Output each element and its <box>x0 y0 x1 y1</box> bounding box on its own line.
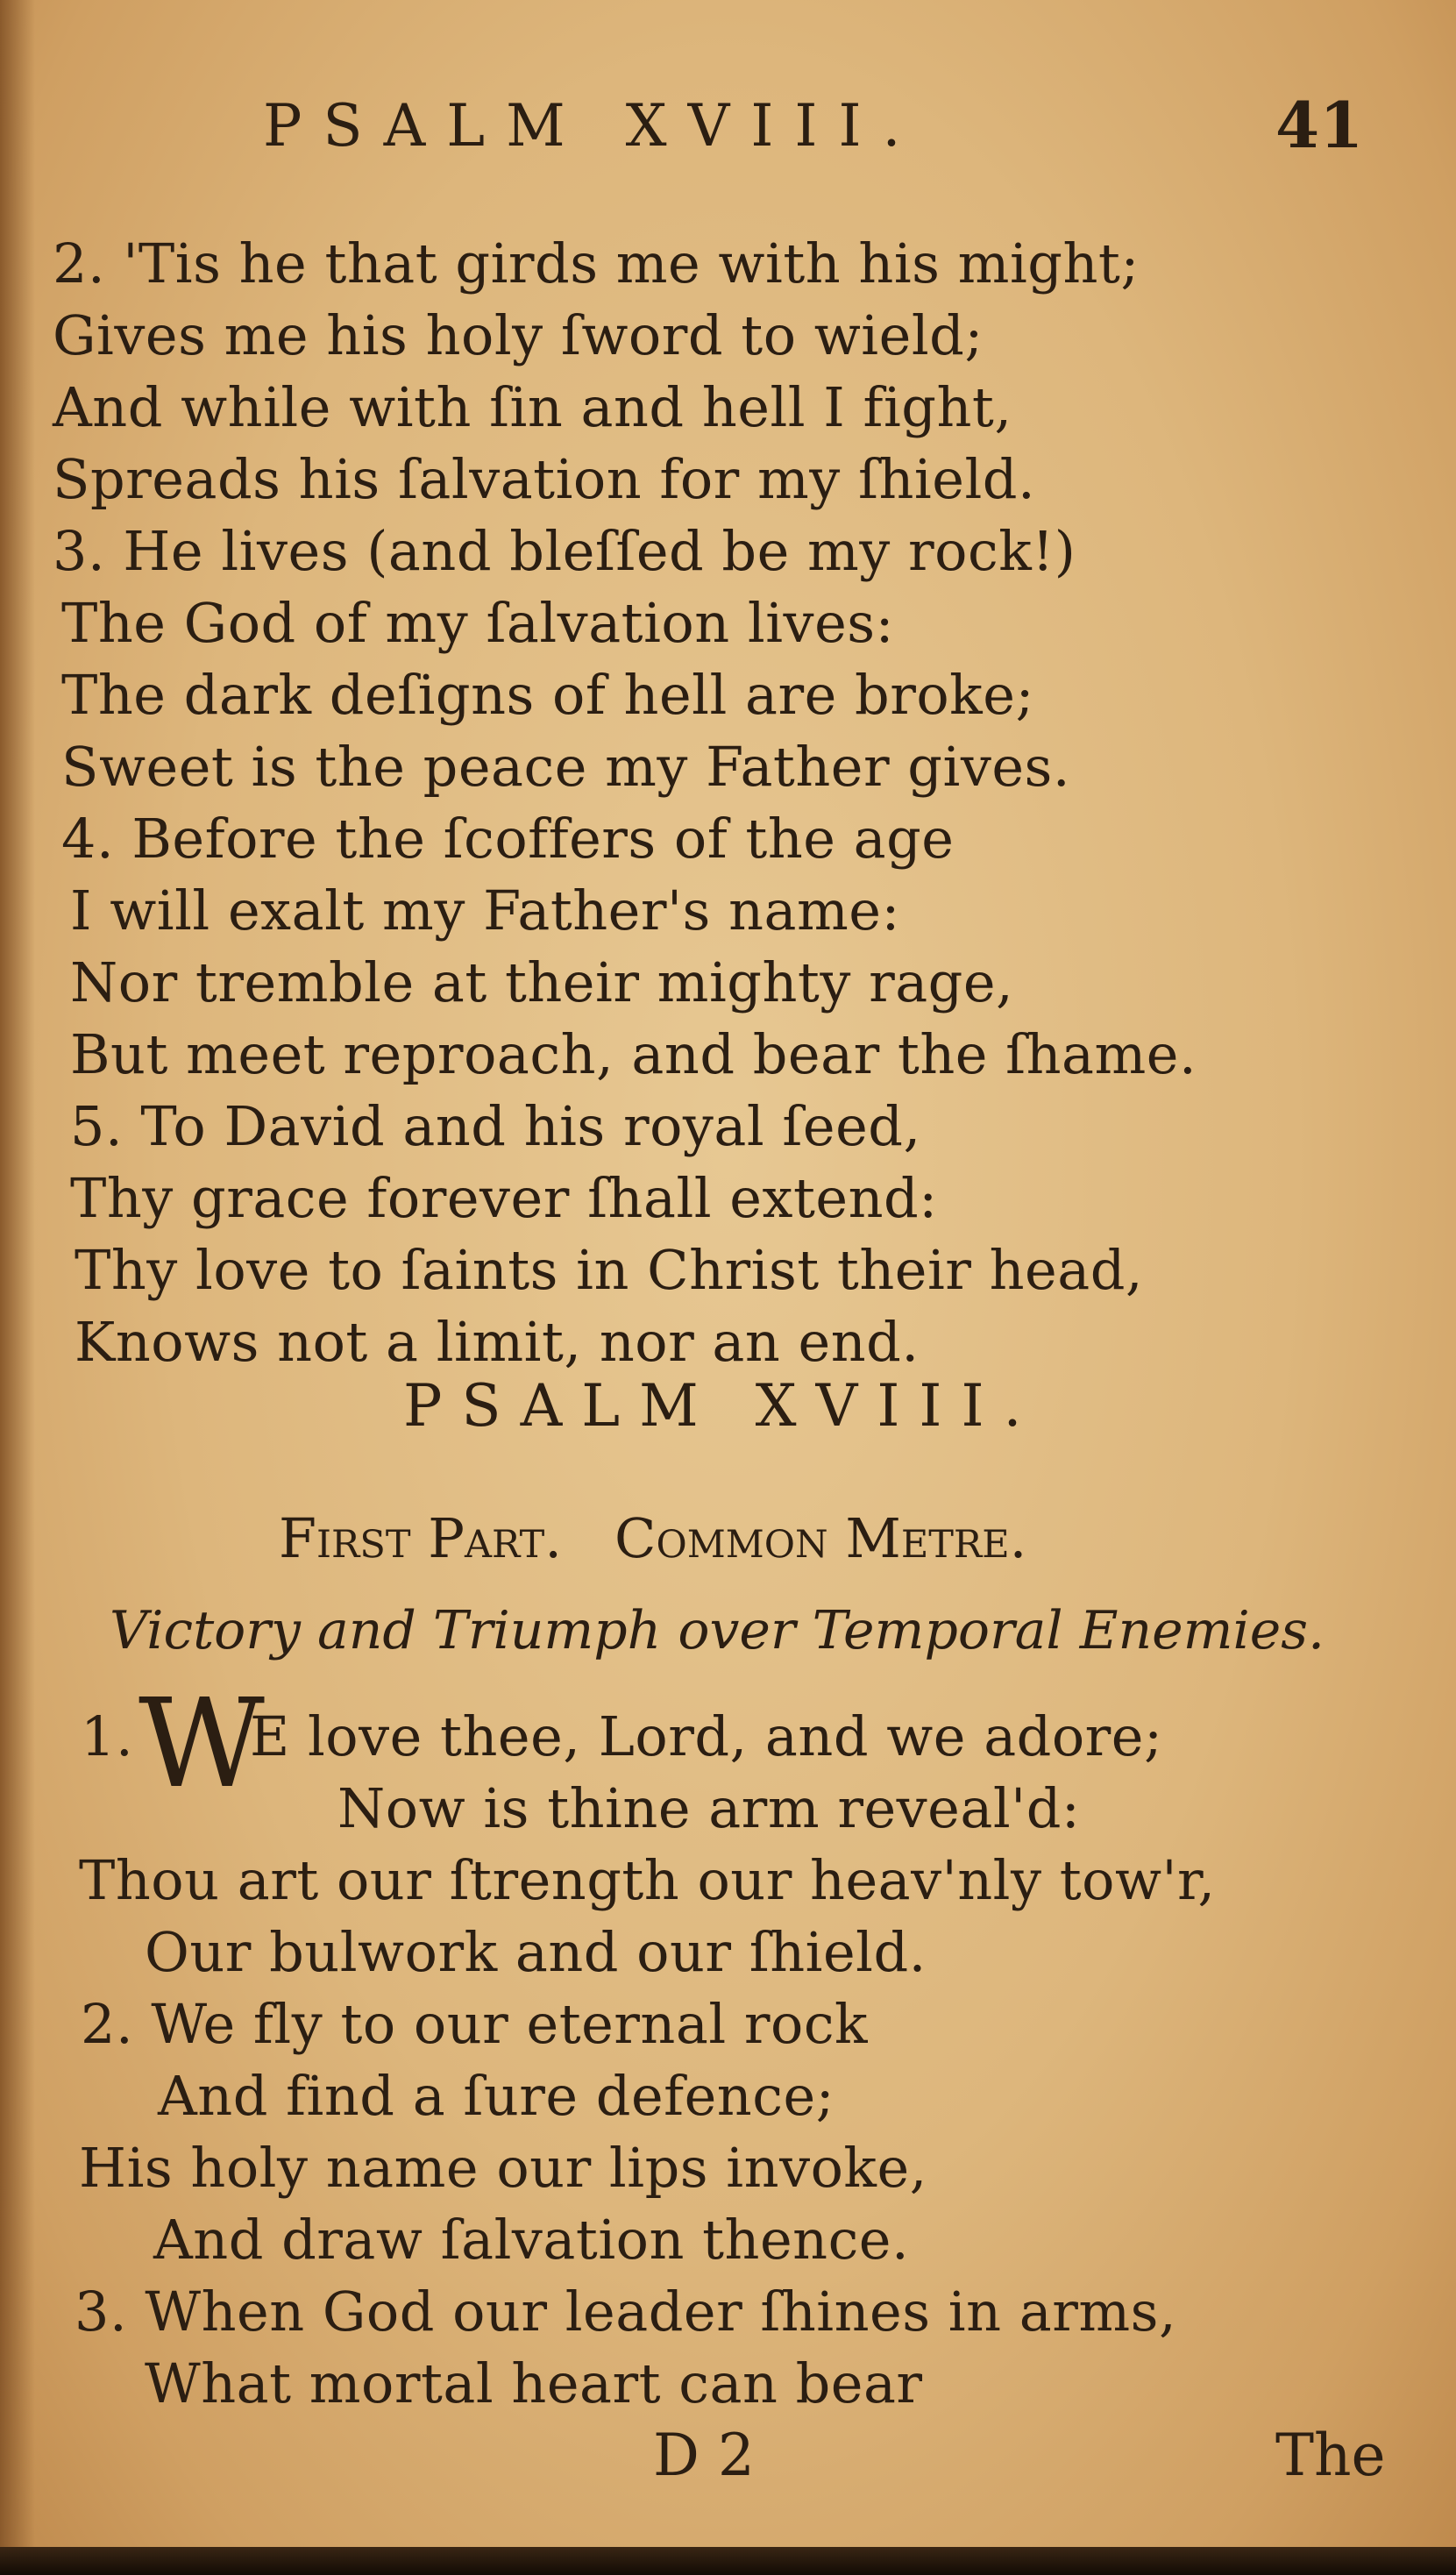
verse-line: I will exalt my Father's name: <box>70 878 900 943</box>
verse-line: Thy love to ſaints in Christ their head, <box>75 1238 1144 1302</box>
verse-line: 3. He lives (and bleſſed be my rock!) <box>53 519 1076 583</box>
verse-line: The dark deſigns of hell are broke; <box>61 663 1034 727</box>
verse-line: Our bulwork and our ſhield. <box>145 1920 927 1984</box>
verse-line: Thy grace forever ſhall extend: <box>70 1166 938 1230</box>
verse-line: 2. 'Tis he that girds me with his might; <box>53 231 1140 295</box>
verse-line: Thou art our ſtrength our heav'nly tow'r, <box>79 1848 1216 1912</box>
verse-line: The God of my ſalvation lives: <box>61 591 894 655</box>
verse-line: Nor tremble at their mighty rage, <box>70 950 1014 1014</box>
metre-label: Common Metre. <box>614 1506 1027 1570</box>
verse-line: Knows not a limit, nor an end. <box>75 1310 920 1374</box>
verse-line: What mortal heart can bear <box>145 2351 923 2415</box>
verse-line: Spreads his ſalvation for my ſhield. <box>53 447 1036 511</box>
verse-number: 1. <box>81 1704 134 1768</box>
page-number: 41 <box>1275 88 1364 162</box>
verse-line: And draw ſalvation thence. <box>153 2208 910 2272</box>
verse-line: 3. When God our leader ſhines in arms, <box>75 2280 1177 2344</box>
scan-edge <box>0 2547 1456 2575</box>
psalm-subtitle <box>279 1506 1026 1570</box>
verse-line: Sweet is the peace my Father gives. <box>61 735 1071 799</box>
verse-line: 4. Before the ſcoffers of the age <box>61 807 955 871</box>
verse-line: And while with ſin and hell I fight, <box>53 375 1012 439</box>
verse-line: Now is thine arm reveal'd: <box>337 1776 1081 1840</box>
verse-line: Gives me his holy ſword to wield; <box>53 303 984 367</box>
running-head: PSALM XVIII. <box>263 92 922 160</box>
signature-mark: D 2 <box>653 2422 755 2489</box>
verse-line: 5. To David and his royal ſeed, <box>70 1094 921 1158</box>
psalm-title: PSALM XVIII. <box>403 1372 1041 1440</box>
verse-line: And find a ſure defence; <box>158 2064 835 2128</box>
catchword: The <box>1275 2422 1386 2489</box>
part-label: First Part. <box>279 1506 563 1570</box>
verse-line: E love thee, Lord, and we adore; <box>250 1704 1163 1768</box>
psalm-argument: Victory and Triumph over Temporal Enemies. <box>110 1600 1325 1661</box>
verse-line: His holy name our lips invoke, <box>79 2136 927 2200</box>
drop-cap: W <box>138 1673 265 1816</box>
verse-line: But meet reproach, and bear the ſhame. <box>70 1022 1197 1086</box>
verse-line: 2. We fly to our eternal rock <box>81 1992 869 2056</box>
